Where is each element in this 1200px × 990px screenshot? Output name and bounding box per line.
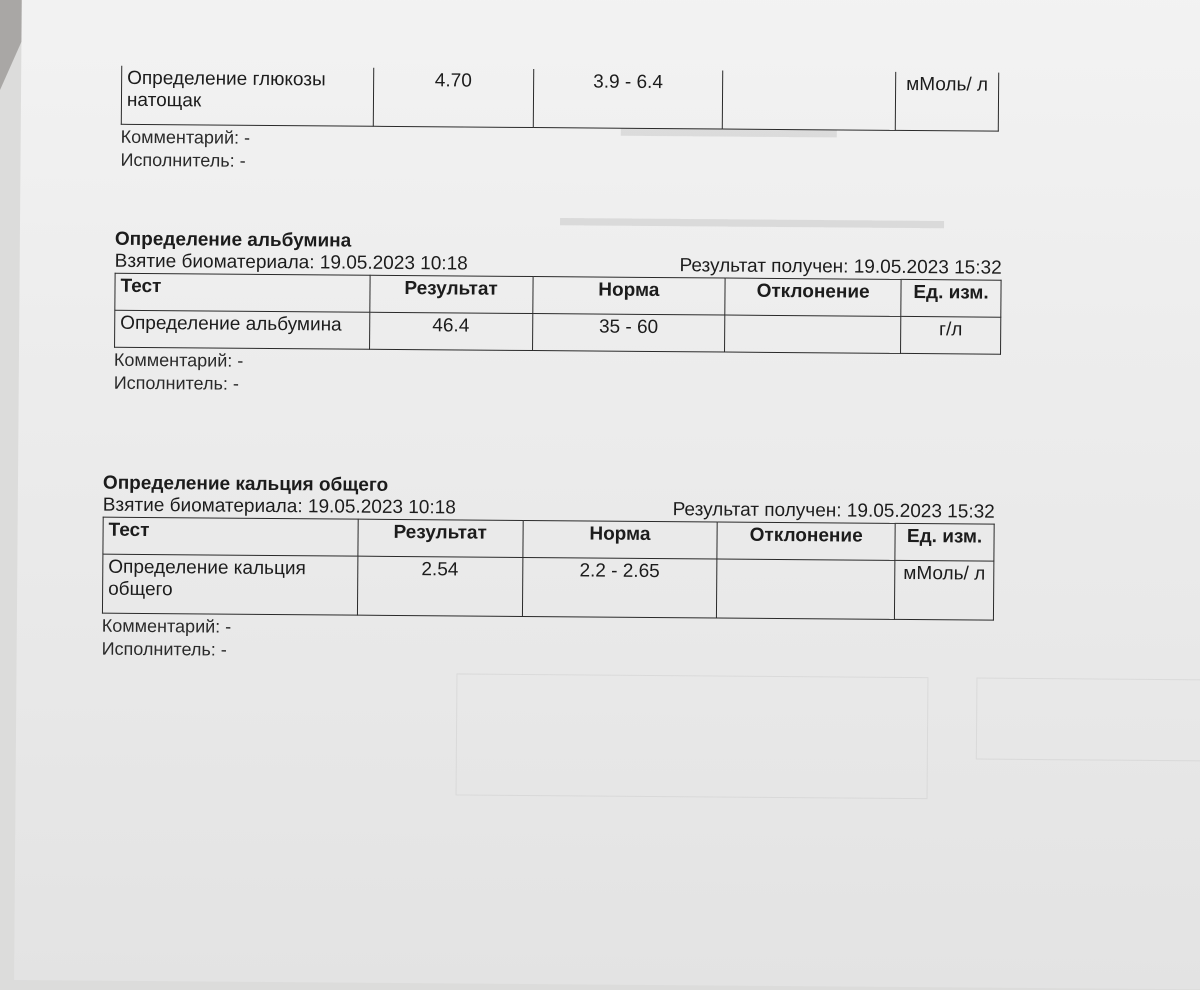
- deviation-cell: [717, 559, 895, 619]
- col-header-result: Результат: [370, 275, 533, 313]
- comment-label: Комментарий: -: [101, 615, 232, 637]
- unit-cell: мМоль/ л: [895, 72, 998, 131]
- glucose-table: [121, 66, 999, 132]
- section-title: Определение альбумина: [114, 228, 352, 252]
- calcium-table: [102, 517, 995, 621]
- executor-label: Исполнитель: -: [101, 638, 227, 660]
- col-header-unit: Ед. изм.: [901, 279, 1001, 317]
- albumin-table: [114, 273, 1002, 355]
- test-name-cell: Определение кальция общего: [102, 554, 357, 615]
- executor-label: Исполнитель: -: [120, 149, 246, 171]
- document-sheet: [14, 0, 1200, 990]
- test-name-cell: Определение глюкозы натощак: [121, 66, 373, 126]
- norm-cell: 3.9 - 6.4: [533, 69, 723, 129]
- col-header-deviation: Отклонение: [717, 522, 895, 560]
- deviation-cell: [725, 315, 901, 353]
- norm-cell: 2.2 - 2.65: [522, 557, 717, 618]
- sample-taken: Взятие биоматериала: 19.05.2023 10:18: [114, 250, 468, 275]
- sample-taken: Взятие биоматериала: 19.05.2023 10:18: [102, 494, 456, 519]
- result-cell: 2.54: [357, 556, 522, 616]
- show-through-table: [976, 678, 1200, 762]
- deviation-cell: [723, 71, 896, 131]
- show-through-text: ▬▬▬▬▬▬▬▬▬: [620, 114, 837, 144]
- calcium-section: [102, 473, 995, 667]
- col-header-norm: Норма: [522, 520, 717, 559]
- test-name-cell: Определение альбумина: [115, 310, 370, 349]
- col-header-norm: Норма: [532, 277, 725, 316]
- col-header-deviation: Отклонение: [725, 278, 901, 316]
- col-header-test: Тест: [115, 273, 370, 312]
- glucose-section: [120, 66, 999, 178]
- unit-cell: мМоль/ л: [894, 560, 993, 620]
- result-cell: 46.4: [369, 312, 532, 350]
- col-header-result: Результат: [358, 519, 523, 557]
- col-header-unit: Ед. изм.: [895, 523, 994, 561]
- result-received: Результат получен: 19.05.2023 15:32: [672, 499, 995, 523]
- result-received: Результат получен: 19.05.2023 15:32: [679, 255, 1002, 279]
- result-cell: 4.70: [373, 68, 533, 128]
- executor-label: Исполнитель: -: [113, 372, 239, 394]
- table-row: [102, 554, 993, 620]
- table-row: [121, 66, 998, 131]
- show-through-table: [456, 673, 929, 799]
- table-row: [115, 310, 1001, 354]
- section-title: Определение кальция общего: [102, 472, 389, 496]
- show-through-text: ▬▬▬▬▬▬▬▬▬▬▬▬▬▬▬▬: [559, 204, 945, 235]
- unit-cell: г/л: [901, 316, 1001, 354]
- col-header-test: Тест: [103, 517, 358, 556]
- comment-label: Комментарий: -: [113, 349, 244, 371]
- albumin-section: [114, 229, 1002, 401]
- comment-label: Комментарий: -: [120, 126, 251, 148]
- norm-cell: 35 - 60: [532, 314, 725, 353]
